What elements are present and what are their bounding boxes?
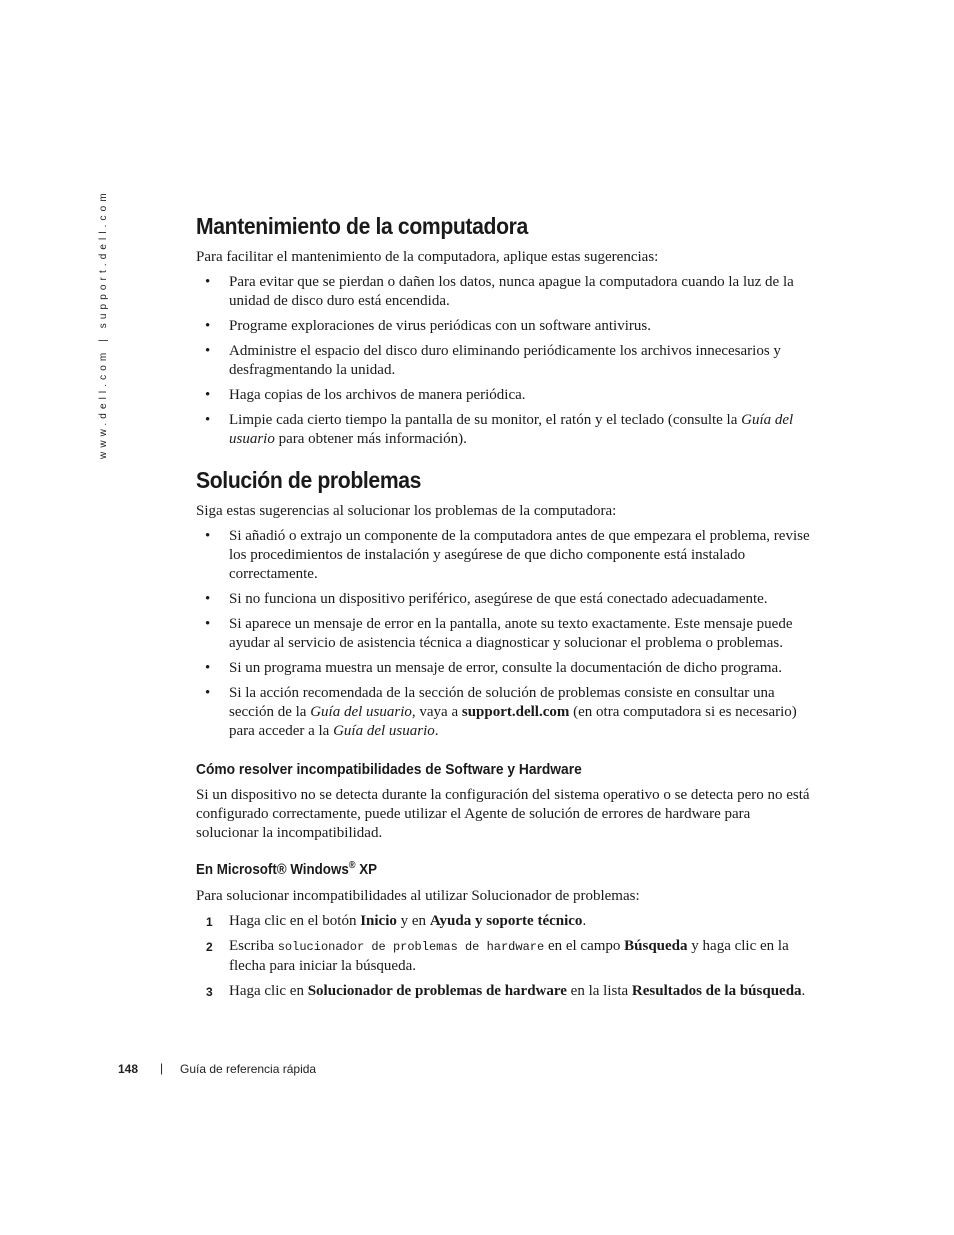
ui-label-busqueda: Búsqueda: [624, 938, 688, 954]
step-text: Haga clic en: [229, 983, 308, 999]
step-text: Haga clic en el botón: [229, 913, 361, 929]
footer-title: Guía de referencia rápida: [180, 1062, 317, 1076]
step-item: [196, 982, 816, 1001]
subsection-title: Cómo resolver incompatibilidades de Software y Hardware: [196, 761, 582, 778]
section-title-maintenance: Mantenimiento de la computadora: [196, 213, 528, 239]
step-text: y en: [396, 913, 430, 929]
list-item: • Para evitar que se pierdan o dañen los datos, nunca apague la computadora cuando la luz de la unidad de disco duro está encendida.: [196, 273, 816, 311]
ui-label-resultados: Resultados de la búsqueda: [631, 983, 802, 999]
list-text: Si la acción recomendada de la sección de solución de problemas consiste en consultar una sección de la: [229, 685, 775, 720]
side-url: www.dell.com | support.dell.com: [98, 189, 109, 459]
step-number: 1: [206, 915, 213, 929]
footer-separator: |: [160, 1061, 164, 1075]
ui-label-inicio: Inicio: [360, 913, 397, 929]
guide-reference: Guía del usuario: [333, 723, 435, 739]
list-item: • Si no funciona un dispositivo periférico, asegúrese de que está conectado adecuadamente.: [196, 590, 816, 609]
maintenance-intro: Para facilitar el mantenimiento de la computadora, aplique estas sugerencias:: [196, 249, 659, 265]
ui-label-solucionador: Solucionador de problemas de hardware: [307, 983, 567, 999]
guide-reference: Guía del usuario: [229, 412, 794, 447]
windows-heading: [196, 861, 766, 880]
list-item: • Si un programa muestra un mensaje de error, consulte la documentación de dicho programa.: [196, 659, 816, 678]
steps-list: [196, 912, 816, 1001]
section-title-troubleshooting: Solución de problemas: [196, 467, 422, 493]
list-text: .: [434, 723, 439, 739]
step-number: 3: [206, 985, 213, 999]
step-text: .: [582, 913, 587, 929]
list-item: • Haga copias de los archivos de manera periódica.: [196, 386, 816, 405]
troubleshooting-list: [196, 527, 816, 741]
list-text: Limpie cada cierto tiempo la pantalla de su monitor, el ratón y el teclado (consulte la: [229, 412, 742, 428]
step-text: y haga clic en la flecha para iniciar la búsqueda.: [229, 938, 789, 974]
step-text: Escriba: [229, 938, 278, 954]
guide-reference: Guía del usuario: [310, 704, 412, 720]
windows-heading-suffix: XP: [355, 862, 378, 878]
step-number: 2: [206, 940, 213, 954]
step-text: en la lista: [566, 983, 632, 999]
subsection-text: Si un dispositivo no se detecta durante la configuración del sistema operativo o se detecta pero no está configurado correctamente, puede utilizar el Agente de solución de errores de hardware para solucionar la incompatibilidad.: [196, 787, 810, 841]
list-item: [196, 411, 816, 449]
list-text: para obtener más información).: [274, 431, 467, 447]
list-item: • Si aparece un mensaje de error en la pantalla, anote su texto exactamente. Este mensaje puede ayudar al servicio de asistencia técnica a diagnosticar y solucionar el problema o problemas.: [196, 615, 816, 653]
list-text: (en otra computadora si es necesario) para acceder a la: [229, 704, 797, 739]
ui-label-ayuda: Ayuda y soporte técnico: [429, 913, 583, 929]
list-item: • Programe exploraciones de virus periódicas con un software antivirus.: [196, 317, 816, 336]
step-item: [196, 937, 816, 976]
support-link[interactable]: support.dell.com: [461, 704, 570, 720]
list-item: • Si añadió o extrajo un componente de la computadora antes de que empezara el problema, revise los procedimientos de instalación y asegúrese de que dicho componente está instalado correctamente.: [196, 527, 816, 584]
step-text: .: [801, 983, 806, 999]
code-text: solucionador de problemas de hardware: [277, 940, 545, 954]
page-number: 148: [118, 1062, 139, 1076]
step-text: en el campo: [544, 938, 625, 954]
windows-heading-text: En Microsoft® Windows: [196, 862, 349, 878]
list-text: , vaya a: [411, 704, 462, 720]
registered-mark: ®: [348, 860, 356, 872]
list-item: • Administre el espacio del disco duro eliminando periódicamente los archivos innecesarios y desfragmentando la unidad.: [196, 342, 816, 380]
list-item: [196, 684, 816, 741]
windows-intro: Para solucionar incompatibilidades al utilizar Solucionador de problemas:: [196, 888, 640, 904]
troubleshooting-intro: Siga estas sugerencias al solucionar los problemas de la computadora:: [196, 503, 617, 519]
step-item: [196, 912, 816, 931]
page-content: [196, 212, 816, 1007]
maintenance-list: [196, 273, 816, 449]
